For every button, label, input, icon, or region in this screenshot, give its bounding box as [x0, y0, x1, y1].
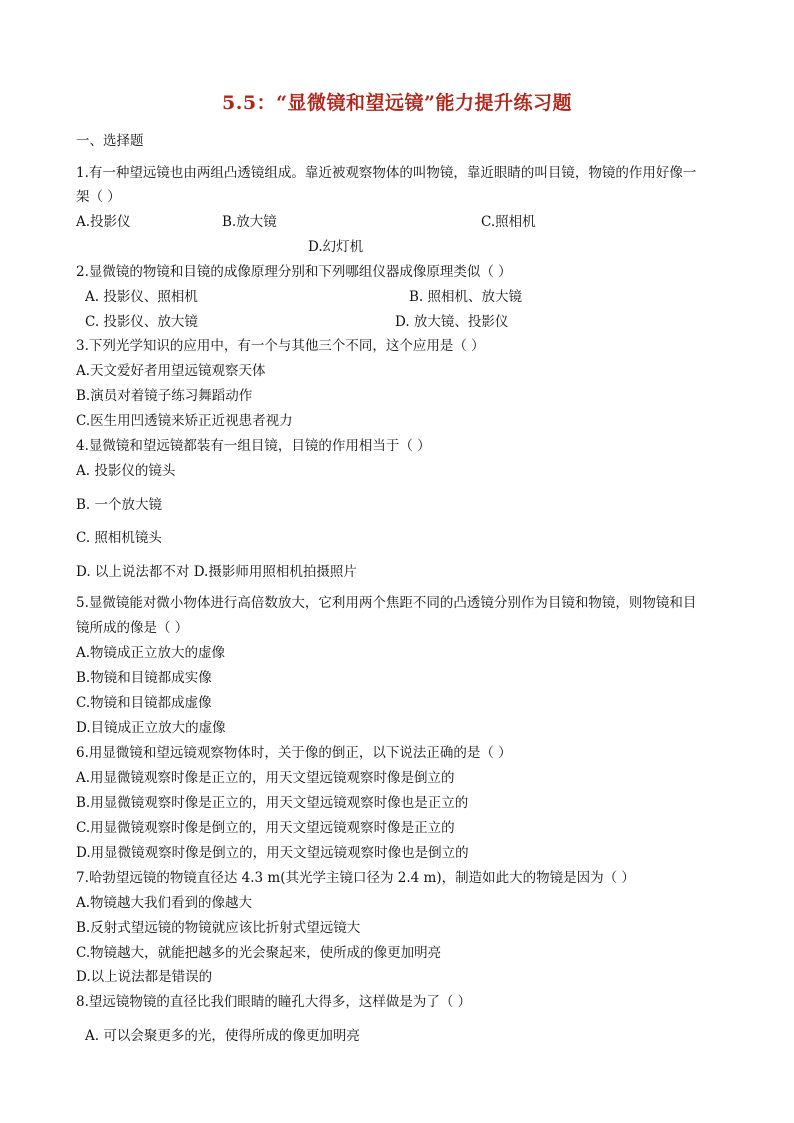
question-3-stem: 3.下列光学知识的应用中，有一个与其他三个不同，这个应用是（ ） — [76, 338, 485, 354]
question-5-stem-continued: 镜所成的像是（ ） — [76, 620, 189, 636]
question-7-option-c: C.物镜越大，就能把越多的光会聚起来，使所成的像更加明亮 — [76, 945, 442, 961]
question-2-stem: 2.显微镜的物镜和目镜的成像原理分别和下列哪组仪器成像原理类似（ ） — [76, 264, 512, 280]
question-3-option-b: B.演员对着镜子练习舞蹈动作 — [76, 388, 253, 404]
question-1-option-a: A.投影仪 — [76, 214, 131, 230]
question-7-option-b: B.反射式望远镜的物镜就应该比折射式望远镜大 — [76, 920, 361, 936]
question-4-stem: 4.显微镜和望远镜都装有一组目镜，目镜的作用相当于（ ） — [76, 438, 431, 454]
question-6-option-c: C.用显微镜观察时像是倒立的，用天文望远镜观察时像是正立的 — [76, 820, 455, 836]
question-5-option-d: D.目镜成正立放大的虚像 — [76, 720, 226, 736]
question-5-option-c: C.物镜和目镜都成虚像 — [76, 695, 212, 711]
question-8-option-a: A. 可以会聚更多的光，使得所成的像更加明亮 — [85, 1028, 360, 1044]
question-3-option-a: A.天文爱好者用望远镜观察天体 — [76, 363, 266, 379]
question-5-stem: 5.显微镜能对微小物体进行高倍数放大，它利用两个焦距不同的凸透镜分别作为目镜和物镜，则物镜和目 — [76, 595, 697, 611]
question-1-stem-continued: 架（ ） — [76, 189, 121, 205]
question-8-stem: 8.望远镜物镜的直径比我们眼睛的瞳孔大得多，这样做是为了（ ） — [76, 994, 472, 1010]
section-heading: 一、选择题 — [76, 133, 144, 149]
question-4-option-b: B. 一个放大镜 — [76, 497, 163, 513]
question-2-option-d: D. 放大镜、投影仪 — [395, 314, 509, 330]
question-1-option-c: C.照相机 — [481, 214, 536, 230]
question-2-option-c: C. 投影仪、放大镜 — [85, 314, 198, 330]
question-5-option-a: A.物镜成正立放大的虚像 — [76, 645, 226, 661]
question-7-option-d: D.以上说法都是错误的 — [76, 969, 213, 985]
question-6-option-b: B.用显微镜观察时像是正立的，用天文望远镜观察时像也是正立的 — [76, 795, 469, 811]
question-4-option-d: D. 以上说法都不对 D.摄影师用照相机拍摄照片 — [76, 564, 357, 580]
question-4-option-a: A. 投影仪的镜头 — [76, 463, 176, 479]
page-title: 5.5：“显微镜和望远镜”能力提升练习题 — [222, 92, 572, 114]
question-2-option-b: B. 照相机、放大镜 — [409, 289, 523, 305]
question-1-option-b: B.放大镜 — [222, 214, 277, 230]
question-6-option-d: D.用显微镜观察时像是倒立的，用天文望远镜观察时像也是倒立的 — [76, 845, 469, 861]
question-5-option-b: B.物镜和目镜都成实像 — [76, 670, 212, 686]
question-1-stem: 1.有一种望远镜也由两组凸透镜组成。靠近被观察物体的叫物镜，靠近眼睛的叫目镜，物镜的作用好像一 — [76, 165, 697, 181]
question-7-option-a: A.物镜越大我们看到的像越大 — [76, 895, 253, 911]
question-7-stem: 7.哈勃望远镜的物镜直径达 4.3 m(其光学主镜口径为 2.4 m)，制造如此大的物镜是因为（ ） — [76, 870, 635, 886]
question-6-stem: 6.用显微镜和望远镜观察物体时，关于像的倒正，以下说法正确的是（ ） — [76, 745, 512, 761]
question-1-option-d: D.幻灯机 — [308, 239, 364, 255]
question-3-option-c: C.医生用凹透镜来矫正近视患者视力 — [76, 413, 293, 429]
question-6-option-a: A.用显微镜观察时像是正立的，用天文望远镜观察时像是倒立的 — [76, 770, 455, 786]
question-2-option-a: A. 投影仪、照相机 — [85, 289, 198, 305]
question-4-option-c: C. 照相机镜头 — [76, 530, 162, 546]
